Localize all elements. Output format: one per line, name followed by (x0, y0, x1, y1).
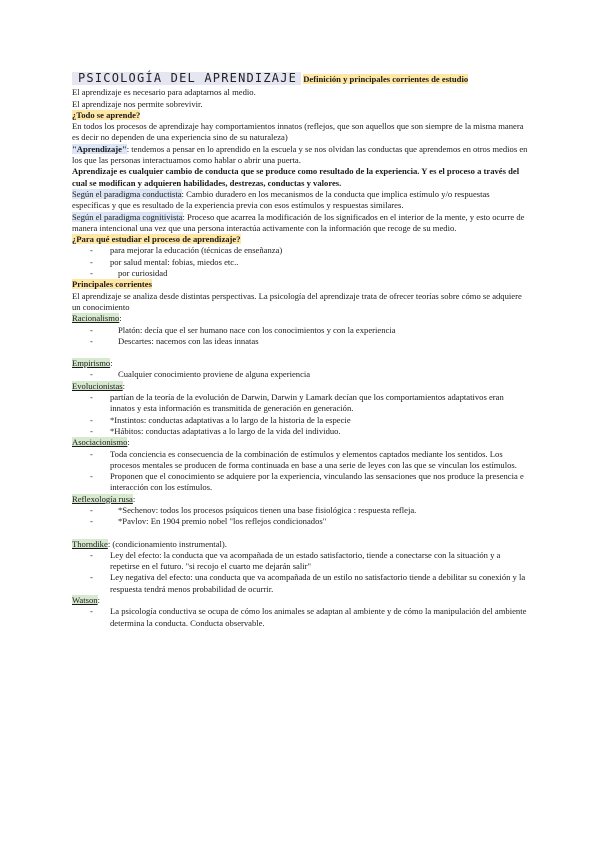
list-watson (72, 606, 528, 629)
paragraph-4-text: : tendemos a pensar en lo aprendido en la escuela y se nos olvidan las conductas que aprendemos en otros medios en los que las personas interactuamos como hablar o abrir una puerta. (72, 143, 528, 166)
spacer (72, 528, 528, 539)
list-para-que (72, 245, 528, 279)
list-item: - por salud mental: fobias, miedos etc.. (72, 257, 528, 268)
list-item: - Proponen que el conocimiento se adquiere por la experiencia, vinculando las sensaciones que nos produce la presencia e interacción con los estímulos. (72, 471, 528, 494)
paragraph-1: El aprendizaje es necesario para adaptarnos al medio. (72, 87, 256, 98)
list-item: - Ley del efecto: la conducta que va acompañada de un estado satisfactorio, tiende a conectarse con la situación y a repetirse en el futuro. "si recojo el cuarto me dejarán salir" (72, 550, 528, 573)
list-item: - Cualquier conocimiento proviene de alguna experiencia (72, 369, 528, 380)
label-text: Watson (72, 595, 98, 606)
label-text: Empirismo (72, 358, 111, 369)
label-reflexologia: Reflexología rusa: (72, 493, 136, 504)
list-item: - Toda conciencia es consecuencia de la combinación de estímulos y elementos captados mediante los sentidos. Los procesos mentales se producen de forma continuada en base a una serie de leyes con las que se vinculan los estímulos. (72, 449, 528, 472)
list-evolucionistas (72, 392, 528, 437)
list-item: - para mejorar la educación (técnicas de enseñanza) (72, 245, 528, 256)
label-racionalismo: Racionalismo: (72, 313, 122, 324)
paragraph-7 (72, 212, 528, 235)
list-item: - *Instintos: conductas adaptativas a lo largo de la historia de la especie (72, 415, 528, 426)
list-item: - Platón: decía que el ser humano nace con los conocimientos y con la experiencia (72, 325, 528, 336)
label-text: Reflexología rusa (72, 493, 133, 504)
label-evolucionistas: Evolucionistas: (72, 380, 125, 391)
label-watson: Watson: (72, 595, 100, 606)
label-empirismo: Empirismo: (72, 358, 113, 369)
question-todo-se-aprende (72, 110, 528, 121)
paragraph-6 (72, 189, 528, 212)
label-text: Thorndike (72, 538, 108, 549)
question-text: ¿Todo se aprende? (72, 109, 141, 120)
term-conductista: Según el paradigma conductista (72, 188, 182, 199)
label-text: Asociacionismo (72, 437, 128, 448)
label-text: Racionalismo (72, 313, 120, 324)
term-cognitivista: Según el paradigma cognitivista (72, 211, 183, 222)
paragraph-5-definition: Aprendizaje es cualquier cambio de conducta que se produce como resultado de la experiencia. Y es el proceso a través del cual se modifican y adquieren habilidades, destrezas, conductas y valores. (72, 166, 520, 188)
list-item: - Ley negativa del efecto: una conducta que va acompañada de un estilo no satisfactorio tiende a debilitar su conexión y la respuesta tendrá menos probabilidad de ocurrir. (72, 572, 528, 595)
document-content (72, 72, 528, 629)
document-title: PSICOLOGÍA DEL APRENDIZAJE (72, 72, 301, 85)
label-thorndike (72, 539, 528, 550)
paragraph-7-text: : Proceso que acarrea la modificación de los significados en el interior de la mente, y esto ocurre de manera intencional una vez que una persona interactúa activamente con la información que recoge de su medio. (72, 211, 525, 233)
list-reflexologia (72, 505, 528, 528)
list-item: - *Pavlov: En 1904 premio nobel "los reflejos condicionados" (72, 516, 528, 527)
list-racionalismo (72, 325, 528, 348)
question-text: ¿Para qué estudiar el proceso de aprendizaje? (72, 234, 241, 245)
list-item: - *Hábitos: conductas adaptativas a lo largo de la vida del individuo. (72, 426, 528, 437)
list-item: - partían de la teoría de la evolución de Darwin, Darwin y Lamark decían que los comportamientos adaptativos eran innatos y esta información es transmitida de generación en generación. (72, 392, 528, 415)
label-text: Evolucionistas (72, 380, 123, 391)
list-thorndike (72, 550, 528, 595)
question-para-que (72, 234, 528, 245)
list-item: - por curiosidad (72, 268, 528, 279)
paragraph-2: El aprendizaje nos permite sobrevivir. (72, 98, 203, 109)
list-item: - Descartes: nacemos con las ideas innatas (72, 336, 528, 347)
list-item: - *Sechenov: todos los procesos psíquicos tienen una base fisiológica : respuesta refleja. (72, 505, 528, 516)
section-heading-definicion: Definición y principales corrientes de estudio (303, 74, 469, 84)
paragraph-3: En todos los procesos de aprendizaje hay comportamientos innatos (reflejos, que son aquellos que son siempre de la misma manera es decir no dependen de una experiencia sino de su naturaleza) (72, 121, 524, 143)
paragraph-4 (72, 144, 528, 167)
list-empirismo (72, 369, 528, 380)
heading-text: Principales corrientes (72, 279, 152, 290)
paragraph-6-text: : Cambio duradero en los mecanismos de la conducta que implica estímulo y/o respuestas específicas y que es resultado de la experiencia previa con esos estímulos y respuestas similares. (72, 188, 490, 211)
label-suffix: : (condicionamiento instrumental). (107, 538, 227, 549)
spacer (72, 347, 528, 358)
list-asociacionismo (72, 449, 528, 494)
list-item: - La psicología conductiva se ocupa de cómo los animales se adaptan al ambiente y de cómo la manipulación del ambiente determina la conducta. Conducta observable. (72, 606, 528, 629)
label-asociacionismo: Asociacionismo: (72, 437, 130, 448)
section-heading-corrientes (72, 279, 528, 290)
term-aprendizaje: "Aprendizaje" (72, 143, 127, 154)
paragraph-8: El aprendizaje se analiza desde distintas perspectivas. La psicología del aprendizaje trata de ofrecer teorías sobre cómo se adquiere un conocimiento (72, 290, 522, 312)
